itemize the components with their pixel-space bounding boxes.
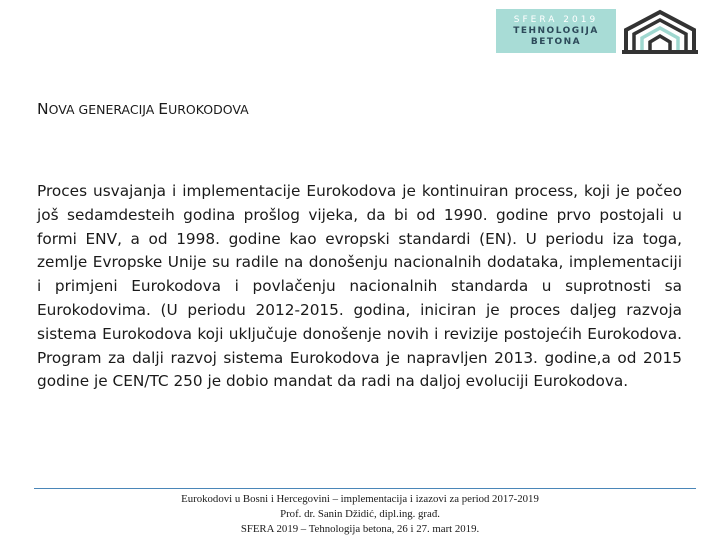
body-paragraph: Proces usvajanja i implementacije Eurokodova je kontinuiran process, koji je počeo još sedamdesteih godina prošlog vijeka, da bi od 1990. godine prvo postojali u formi ENV, a od 1998. godine kao evropski standardi (EN). U periodu iza toga, zemlje Evropske Unije su radile na donošenju nacionalnih dodataka, implementaciji i primjeni Eurokodova i povlačenju nacionalnih standarda u suprotnosti sa Eurokodovima. (U periodu 2012-2015. godina, iniciran je proces daljeg razvoja sistema Eurokodova koji uključuje donošenje novih i revizije postojećih Eurokodova. Program za dalji razvoj sistema Eurokodova je napravljen 2013. godine,a od 2015 godine je CEN/TC 250 je dobio mandat da radi na daljoj evoluciji Eurokodova. bbox=[37, 182, 682, 391]
footer-line-2: Prof. dr. Sanin Džidić, dipl.ing. građ. bbox=[280, 508, 440, 520]
title-part-2: UROKODOVA bbox=[168, 102, 249, 117]
logo-line-betona: BETONA bbox=[530, 37, 582, 47]
title-part-1: OVA GENERACIJA bbox=[48, 102, 159, 117]
footer bbox=[0, 492, 720, 537]
sfera-logo-badge bbox=[496, 9, 616, 53]
title-initial-e: E bbox=[158, 100, 169, 118]
title-initial-n: N bbox=[37, 100, 49, 118]
logo-line-sfera: SFERA 2019 bbox=[513, 15, 599, 25]
footer-line-1: Eurokodovi u Bosni i Hercegovini – implementacija i izazovi za period 2017-2019 bbox=[181, 493, 539, 505]
footer-line-3: SFERA 2019 – Tehnologija betona, 26 i 27. mart 2019. bbox=[240, 523, 480, 535]
logo-line-tehnologija: TEHNOLOGIJA bbox=[513, 26, 599, 36]
building-icon bbox=[622, 8, 698, 54]
slide-title bbox=[37, 100, 249, 118]
footer-divider bbox=[34, 488, 696, 489]
